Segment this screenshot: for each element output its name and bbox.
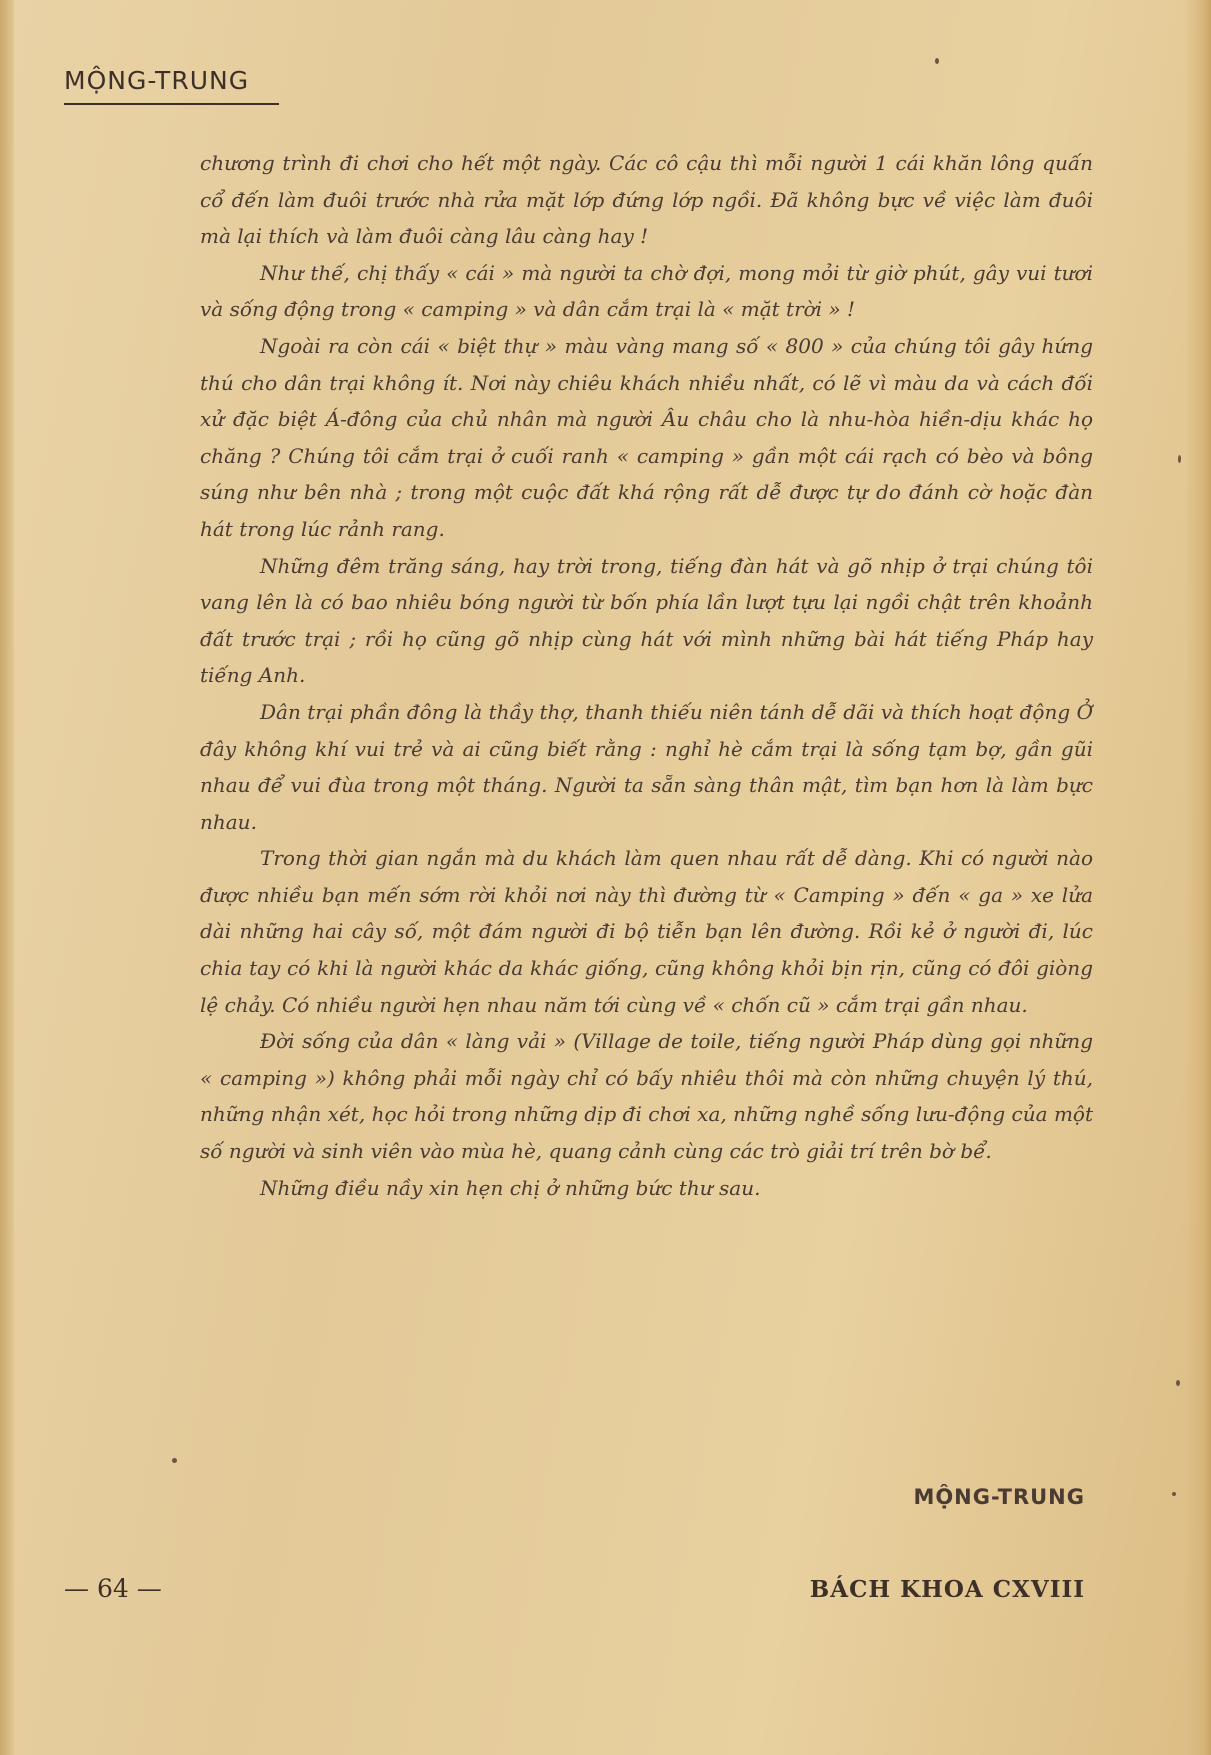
paragraph-1: chương trình đi chơi cho hết một ngày. Các cô cậu thì mỗi người 1 cái khăn lông quấn cổ đến làm đuôi trước nhà rửa mặt lớp đứng lớp ngồi. Đã không bực về việc làm đuôi mà lại thích và làm đuôi càng lâu càng hay ! bbox=[200, 151, 1093, 249]
paragraph-6: Trong thời gian ngắn mà du khách làm quen nhau rất dễ dàng. Khi có người nào được nhiều bạn mến sớm rời khỏi nơi này thì đường từ « Camping » đến « ga » xe lửa dài những hai cây số, một đám người đi bộ tiễn bạn lên đường. Rồi kẻ ở người đi, lúc chia tay có khi là người khác da khác giống, cũng không khỏi bịn rịn, cũng có đôi giòng lệ chảy. Có nhiều người hẹn nhau năm tới cùng về « chốn cũ » cắm trại gần nhau. bbox=[200, 846, 1093, 1017]
paper-speck bbox=[172, 1458, 177, 1463]
paper-speck bbox=[1176, 1380, 1180, 1386]
paragraph-5: Dân trại phần đông là thầy thợ, thanh thiếu niên tánh dễ dãi và thích hoạt động Ở đây không khí vui trẻ và ai cũng biết rằng : nghỉ hè cắm trại là sống tạm bợ, gần gũi nhau để vui đùa trong một tháng. Người ta sẵn sàng thân mật, tìm bạn hơn là làm bực nhau. bbox=[200, 699, 1093, 834]
paragraph-4: Những đêm trăng sáng, hay trời trong, tiếng đàn hát và gõ nhịp ở trại chúng tôi vang lên là có bao nhiêu bóng người từ bốn phía lần lượt tựu lại ngồi chật trên khoảnh đất trước trại ; rồi họ cũng gõ nhịp cùng hát với mình những bài hát tiếng Pháp hay tiếng Anh. bbox=[200, 553, 1093, 688]
paragraph-2: Như thế, chị thấy « cái » mà người ta chờ đợi, mong mỏi từ giờ phút, gây vui tươi và sống động trong « camping » và dân cắm trại là « mặt trời » ! bbox=[200, 260, 1093, 322]
paragraph-7: Đời sống của dân « làng vải » (Village de toile, tiếng người Pháp dùng gọi những « camping ») không phải mỗi ngày chỉ có bấy nhiêu thôi mà còn những chuyện lý thú, những nhận xét, học hỏi trong những dịp đi chơi xa, những nghề sống lưu-động của một số người và sinh viên vào mùa hè, quang cảnh cùng các trò giải trí trên bờ bể. bbox=[200, 1029, 1093, 1164]
page-number: — 64 — bbox=[64, 1574, 162, 1603]
journal-name: BÁCH KHOA CXVIII bbox=[809, 1576, 1085, 1603]
author-signature: MỘNG-TRUNG bbox=[913, 1485, 1085, 1509]
header-rule bbox=[64, 103, 279, 105]
article-body bbox=[200, 145, 1093, 1206]
page-spine-shadow bbox=[0, 0, 14, 1755]
paragraph-8: Những điều nầy xin hẹn chị ở những bức thư sau. bbox=[260, 1175, 761, 1200]
paragraph-3: Ngoài ra còn cái « biệt thự » màu vàng mang số « 800 » của chúng tôi gây hứng thú cho dân trại không ít. Nơi này chiêu khách nhiều nhất, có lẽ vì màu da và cách đối xử đặc biệt Á-đông của chủ nhân mà người Âu châu cho là nhu-hòa hiền-dịu khác họ chăng ? Chúng tôi cắm trại ở cuối ranh « camping » gần một cái rạch có bèo và bông súng như bên nhà ; trong một cuộc đất khá rộng rất dễ được tự do đánh cờ hoặc đàn hát trong lúc rảnh rang. bbox=[200, 333, 1093, 541]
running-header-author: MỘNG-TRUNG bbox=[64, 66, 250, 95]
paper-speck bbox=[935, 58, 939, 64]
paper-speck bbox=[1172, 1492, 1176, 1496]
page-edge-shadow bbox=[1185, 0, 1211, 1755]
paper-speck bbox=[1178, 455, 1181, 463]
